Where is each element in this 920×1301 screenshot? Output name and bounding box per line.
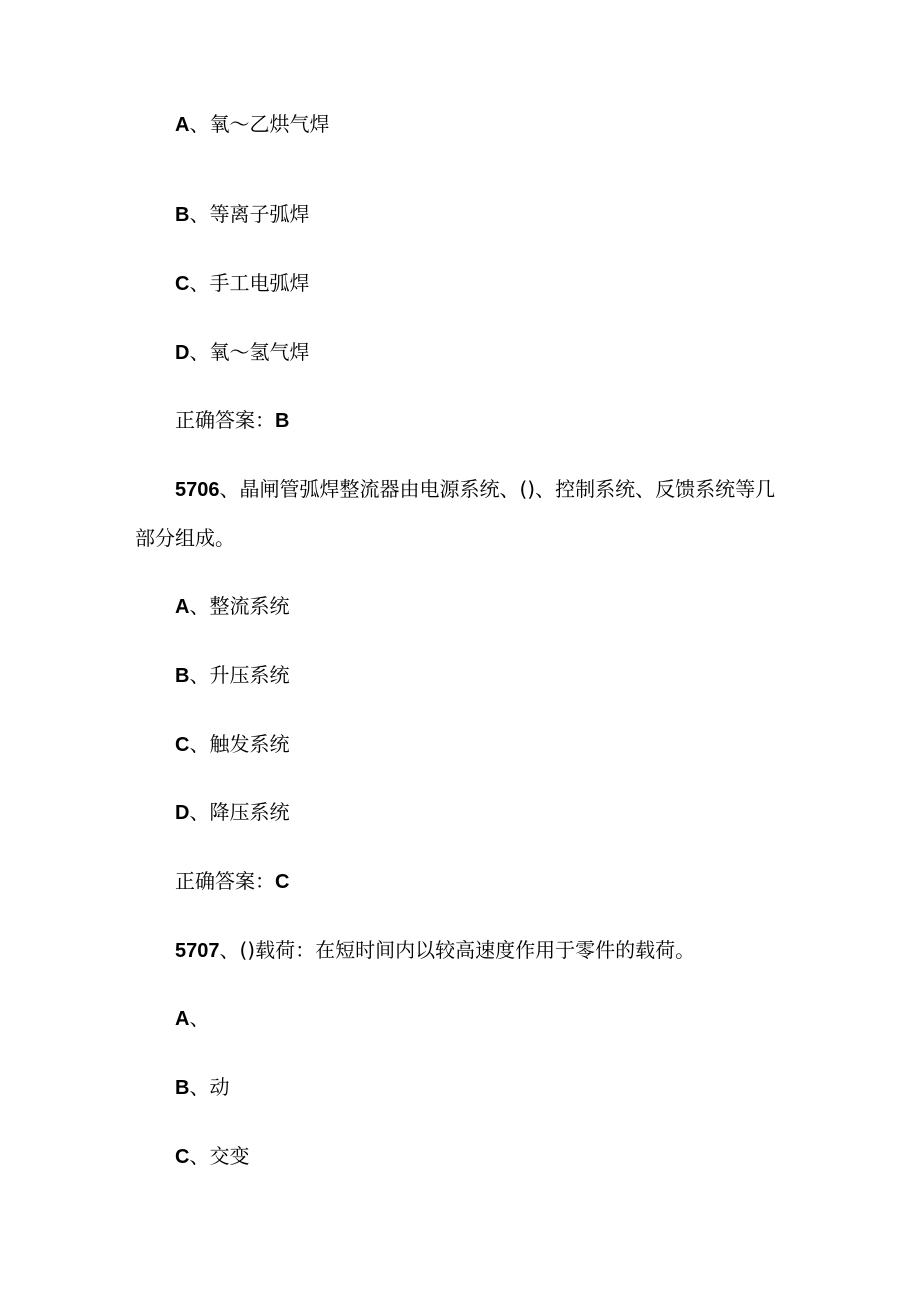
q5707-stem (175, 937, 695, 963)
option-letter: D (175, 802, 190, 824)
option-separator: 、 (189, 732, 210, 756)
q5706-stem-line2 (135, 525, 235, 551)
option-text: 氧〜乙烘气焊 (209, 112, 330, 136)
q5706-answer (175, 868, 289, 894)
option-separator: 、 (189, 202, 210, 226)
option-separator: 、 (189, 1075, 210, 1099)
option-separator: 、 (189, 594, 210, 618)
q5707-option-c (175, 1143, 249, 1169)
option-letter: C (175, 734, 190, 756)
option-text: 氧〜氢气焊 (209, 340, 310, 364)
option-letter: A (175, 114, 190, 136)
option-text: 整流系统 (209, 594, 290, 618)
option-letter: B (175, 1077, 190, 1099)
option-letter: B (175, 204, 190, 226)
option-separator: 、 (189, 340, 210, 364)
q5706-option-d (175, 799, 289, 825)
option-separator: 、 (189, 663, 210, 687)
option-separator: 、 (189, 112, 210, 136)
option-letter: A (175, 596, 190, 618)
q5707-option-b (175, 1074, 229, 1100)
q5705-option-b (175, 201, 309, 227)
option-separator: 、 (189, 800, 210, 824)
option-text: 等离子弧焊 (209, 202, 310, 226)
q5705-option-c (175, 270, 309, 296)
q5706-option-a (175, 593, 289, 619)
option-separator: 、 (189, 1006, 210, 1030)
question-number: 5706 (175, 479, 220, 501)
question-stem: 、()载荷：在短时间内以较高速度作用于零件的载荷。 (219, 938, 696, 962)
q5705-option-d (175, 339, 309, 365)
q5706-option-c (175, 731, 289, 757)
answer-label: 正确答案： (175, 408, 275, 432)
option-text: 动 (209, 1075, 230, 1099)
question-stem-continued: 部分组成。 (135, 526, 235, 550)
option-text: 触发系统 (209, 732, 290, 756)
option-separator: 、 (189, 1144, 210, 1168)
option-letter: C (175, 273, 190, 295)
q5705-answer (175, 407, 289, 433)
option-letter: B (175, 665, 190, 687)
answer-label: 正确答案： (175, 869, 275, 893)
q5706-option-b (175, 662, 289, 688)
option-separator: 、 (189, 271, 210, 295)
answer-value: C (275, 871, 290, 893)
q5705-option-a (175, 111, 329, 137)
option-letter: D (175, 342, 190, 364)
option-text: 升压系统 (209, 663, 290, 687)
option-text: 手工电弧焊 (209, 271, 310, 295)
q5706-stem-line1 (175, 476, 775, 502)
option-letter: A (175, 1008, 190, 1030)
question-stem: 、晶闸管弧焊整流器由电源系统、()、控制系统、反馈系统等几 (219, 477, 776, 501)
question-number: 5707 (175, 940, 220, 962)
option-letter: C (175, 1146, 190, 1168)
option-text: 降压系统 (209, 800, 290, 824)
option-text: 交变 (209, 1144, 250, 1168)
answer-value: B (275, 410, 290, 432)
q5707-option-a (175, 1005, 209, 1031)
